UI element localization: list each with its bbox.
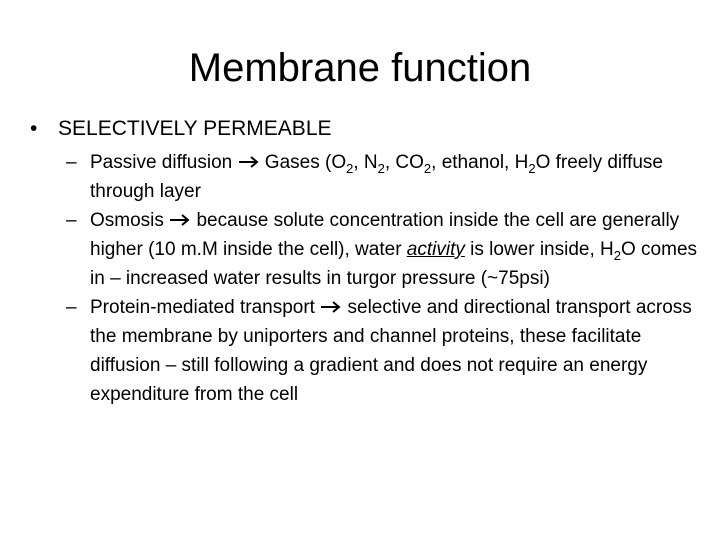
bullet-selectively-permeable [30,114,332,144]
bullet-text: SELECTIVELY PERMEABLE [58,117,332,140]
dash-marker: – [66,210,77,231]
sub-item-protein-transport [66,293,706,409]
sub-bullet-list [66,148,706,409]
protein-transport-text: selective and directional transport across the membrane by uniporters and channel proteins, these facilitate diffusion – still following a gradient and does not require an energy expenditure from the cell [90,297,692,405]
passive-diffusion-label: Passive diffusion [90,152,233,173]
osmosis-label: Osmosis [90,210,164,231]
bullet-marker: • [30,117,38,140]
arrow-right-icon [320,300,342,314]
passive-diffusion-text: Gases ($O_2$, $N_2$, $CO_2$, ethanol, $H_2O$ freely diffuse through layer [90,152,663,202]
activity-emphasis: activity [406,239,465,260]
osmosis-text: because solute concentration inside the cell are generally higher (10 m.M inside the cell), water activity is lower inside, $H_2O$ comes in – increased water results in turgor pressure (~75psi) [90,210,698,289]
dash-marker: – [66,152,77,173]
slide-title: Membrane function [188,46,532,90]
sub-item-osmosis [66,206,706,293]
arrow-right-icon [169,213,191,227]
dash-marker: – [66,297,77,318]
protein-transport-label: Protein-mediated transport [90,297,315,318]
arrow-right-icon [238,155,260,169]
sub-item-passive-diffusion [66,148,706,206]
